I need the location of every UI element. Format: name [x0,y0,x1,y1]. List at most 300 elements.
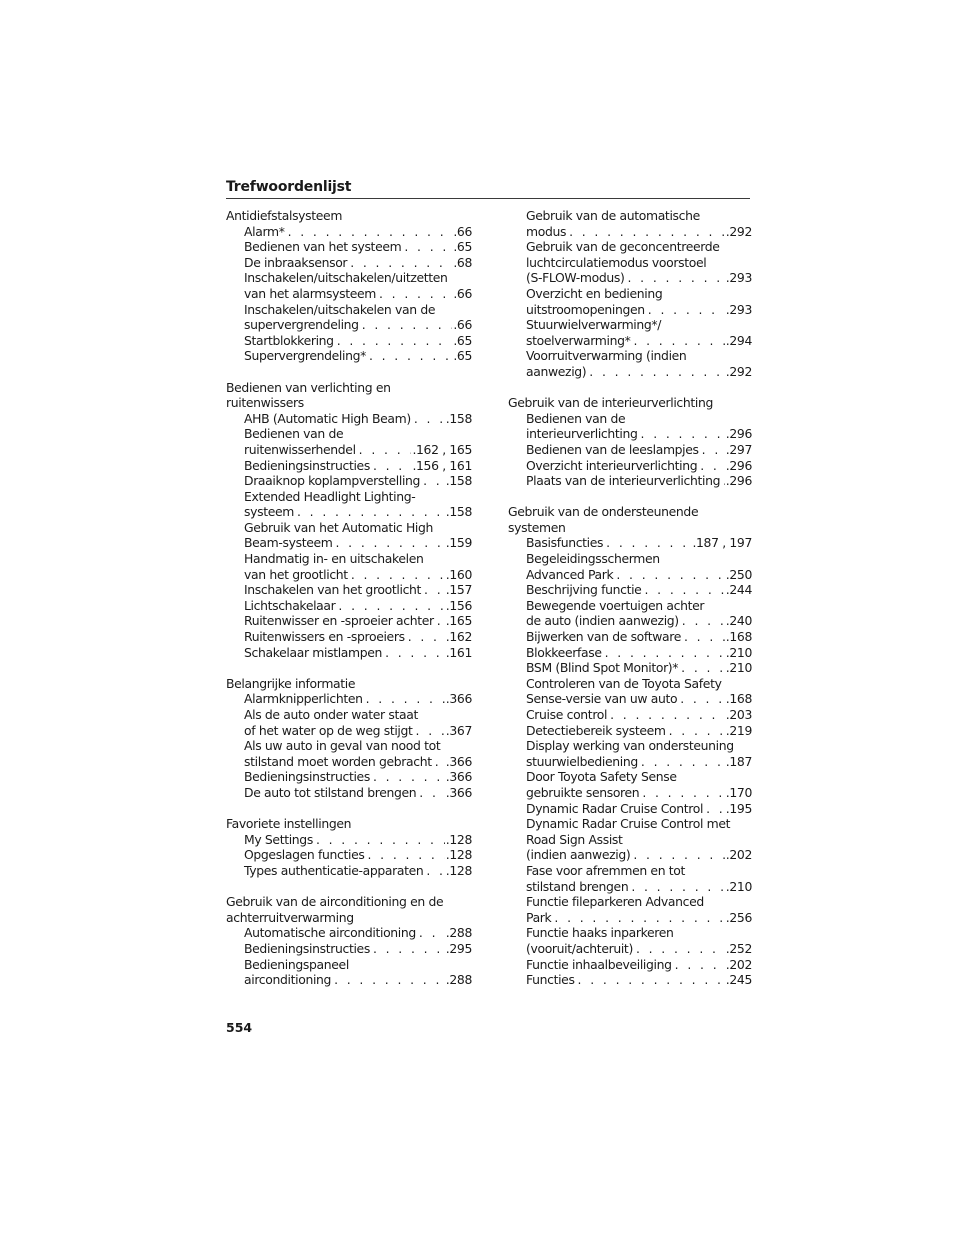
page-reference: .170 [725,784,752,800]
index-section [226,816,472,878]
index-entry [508,582,752,598]
dot-leader [703,801,725,817]
entry-label: Alarm* [244,223,285,239]
entry-label: BSM (Blind Spot Monitor)* [526,660,679,676]
entry-row [526,582,752,598]
entry-label: aanwezig) [526,363,587,379]
dot-leader [645,302,725,318]
page-reference: .296 [725,457,752,473]
index-entry [226,738,472,769]
index-entry [508,723,752,739]
entry-label: Stuurwielverwarming*/ [526,317,662,333]
entry-label: of het water op de weg stijgt [244,722,413,738]
dot-leader [365,847,445,863]
entry-row [244,473,472,489]
dot-leader [370,458,412,474]
dot-leader [370,941,445,957]
index-entry [226,925,472,941]
index-entry [508,925,752,956]
entry-label: systeem [244,504,294,520]
page-reference: .293 [725,270,752,286]
entry-row [244,941,472,957]
entry-row [244,598,472,614]
entry-label: Draaiknop koplampverstelling [244,473,421,489]
entry-label: My Settings [244,831,313,847]
entry-row [526,567,752,583]
index-entry [508,676,752,707]
index-entry [508,458,752,474]
section-heading: Gebruik van de airconditioning en de [226,894,444,910]
entry-row [526,707,752,723]
entry-row [244,723,472,739]
entry-label: Bedienen van de [526,410,626,426]
dot-leader [416,785,445,801]
entry-label: Types authenticatie-apparaten [244,862,424,878]
entry-row [526,645,752,661]
page-reference: .157 [445,582,472,598]
entry-row [244,863,472,879]
index-entry [226,270,472,301]
page-reference: .256 [725,909,752,925]
entry-label: Sense-versie van uw auto [526,691,678,707]
entry-label: Door Toyota Safety Sense [526,769,677,785]
entry-row [244,691,472,707]
dot-leader [630,333,724,349]
entry-label: Begeleidingsschermen [526,551,660,567]
page-reference: .128 [445,847,472,863]
entry-label: Inschakelen van het grootlicht [244,582,422,598]
index-entry [508,473,752,489]
entry-row [244,458,472,474]
index-section [226,676,472,801]
entry-label: (vooruit/achteruit) [526,940,633,956]
page-reference: .296 [725,473,752,489]
entry-row [244,504,472,520]
page-reference: .65 [453,239,472,255]
index-entry [226,707,472,738]
entry-label: Functie fileparkeren Advanced [526,894,704,910]
page-reference: .210 [725,660,752,676]
entry-label: Bedienen van het systeem [244,239,402,255]
entry-label: Display werking van ondersteuning [526,738,734,754]
index-entry [226,941,472,957]
entry-label: Handmatig in- en uitschakelen [244,551,424,567]
index-entry [508,894,752,925]
entry-row [244,832,472,848]
entry-label: Detectiebereik systeem [526,722,666,738]
entry-row [244,785,472,801]
dot-leader [285,224,453,240]
entry-label: Overzicht en bediening [526,285,663,301]
dot-leader [421,582,445,598]
index-entry [508,239,752,286]
entry-label: stuurwielbediening [526,753,638,769]
dot-leader [677,691,725,707]
entry-label: Alarmknipperlichten [244,691,363,707]
dot-leader [633,941,725,957]
page-reference: .366 [445,769,472,785]
index-entry [226,489,472,520]
index-entry [226,613,472,629]
entry-label: Functies [526,972,575,988]
index-entry [226,847,472,863]
index-entry [226,255,472,271]
index-entry [226,458,472,474]
entry-label: Bedienen van de [244,426,344,442]
page-reference: .250 [725,566,752,582]
entry-label: Blokkeerfase [526,644,602,660]
entry-label: Gebruik van de automatische [526,208,700,223]
page-reference: .128 [445,862,472,878]
entry-row [526,691,752,707]
dot-leader [359,317,453,333]
entry-row [526,957,752,973]
page-reference: .245 [725,972,752,988]
entry-label: Plaats van de interieurverlichting [526,473,721,489]
entry-label: Park [526,909,552,925]
entry-row [244,255,472,271]
index-entry [226,473,472,489]
dot-leader [602,645,725,661]
entry-label: De inbraaksensor [244,254,348,270]
dot-leader [423,863,444,879]
entry-label: Als uw auto in geval van nood tot [244,738,441,754]
entry-row [526,473,752,489]
dot-leader [607,707,725,723]
entry-label: AHB (Automatic High Beam) [244,410,411,426]
page-reference: .292 [725,223,752,239]
index-entry [226,411,472,427]
index-entry [226,302,472,333]
entry-row [244,769,472,785]
page-reference: .202 [725,847,752,863]
dot-leader [313,832,445,848]
entry-label: stilstand moet worden gebracht [244,753,432,769]
index-entry [508,551,752,582]
entry-label: Inschakelen/uitschakelen van de [244,301,436,317]
dot-leader [603,535,691,551]
dot-leader [348,567,445,583]
page-reference: .288 [445,925,472,941]
page-reference: .165 [445,613,472,629]
entry-row [526,629,752,645]
index-entry [226,348,472,364]
index-entry [508,208,752,239]
dot-leader [628,879,724,895]
entry-label: stoelverwarming* [526,332,631,348]
page-reference: .68 [453,254,472,270]
dot-leader [639,785,724,801]
entry-row [526,458,752,474]
dot-leader [641,582,724,598]
index-section [226,380,472,661]
dot-leader [551,910,724,926]
page-reference: .159 [445,535,472,551]
section-heading: Gebruik van de ondersteunende [508,504,699,520]
entry-row [244,925,472,941]
index-entry [226,224,472,240]
entry-label: modus [526,223,567,239]
index-entry [226,582,472,598]
dot-leader [401,239,452,255]
entry-label: Voorruitverwarming (indien [526,348,687,364]
page-reference: .293 [725,301,752,317]
entry-row [526,224,752,240]
dot-leader [666,723,725,739]
entry-label: (S-FLOW-modus) [526,270,625,286]
section-heading: ruitenwissers [226,395,304,411]
entry-row [526,302,752,318]
entry-label: Road Sign Assist [526,831,623,847]
page-reference: .162 [445,629,472,645]
index-entry [508,660,752,676]
index-entry [226,333,472,349]
page-reference: .244 [725,582,752,598]
index-entry [508,645,752,661]
entry-label: Extended Headlight Lighting- [244,488,416,504]
entry-row [244,348,472,364]
dot-leader [432,754,445,770]
index-entry [508,972,752,988]
dot-leader [411,411,445,427]
entry-label: Gebruik van de geconcentreerde [526,239,720,255]
entry-row [244,317,472,333]
page-number: 554 [226,1020,253,1035]
section-heading: Bedienen van verlichting en [226,379,391,395]
dot-leader [681,629,725,645]
dot-leader [420,473,445,489]
dot-leader [613,567,724,583]
entry-row [526,723,752,739]
page-reference: .156 [445,597,472,613]
page-reference: .65 [453,348,472,364]
entry-label: Automatische airconditioning [244,925,416,941]
entry-row [526,613,752,629]
index-entry [226,520,472,551]
entry-row [526,442,752,458]
dot-leader [363,691,445,707]
entry-label: Bedieningspaneel [244,956,349,972]
section-heading: Antidiefstalsysteem [226,208,343,223]
dot-leader [630,847,724,863]
entry-row [244,629,472,645]
entry-label: ruitenwisserhendel [244,441,356,457]
entry-label: Bijwerken van de software [526,629,681,645]
index-entry [226,863,472,879]
entry-label: Advanced Park [526,566,614,582]
dot-leader [294,504,445,520]
entry-row [244,286,472,302]
index-section [226,894,472,988]
entry-row [244,582,472,598]
entry-label: Dynamic Radar Cruise Control met [526,816,731,832]
entry-row [526,801,752,817]
section-heading: systemen [508,519,566,535]
entry-label: Bedieningsinstructies [244,940,370,956]
dot-leader [335,598,444,614]
index-entry [226,629,472,645]
page-reference: .128 [445,831,472,847]
dot-leader [697,458,725,474]
dot-leader [638,754,725,770]
section-heading: achterruitverwarming [226,909,354,925]
page-reference: .168 [725,629,752,645]
entry-label: Lichtschakelaar [244,597,336,613]
page-reference: .252 [725,940,752,956]
index-section [508,504,752,987]
index-entry [508,801,752,817]
entry-label: Ruitenwissers en -sproeiers [244,629,405,645]
entry-row [526,364,752,380]
index-entry [226,239,472,255]
entry-label: Basisfuncties [526,535,604,551]
index-section [226,208,472,364]
entry-label: Gebruik van het Automatic High [244,519,434,535]
page-reference: .288 [445,972,472,988]
index-entry [226,957,472,988]
index-section [508,208,752,380]
index-entry [508,317,752,348]
entry-label: Controleren van de Toyota Safety [526,675,722,691]
index-entry [226,551,472,582]
dot-leader [334,333,453,349]
entry-row [526,535,752,551]
entry-row [244,613,472,629]
entry-label: Functie haaks inparkeren [526,925,674,941]
page-reference: .366 [445,753,472,769]
page-reference: .366 [445,691,472,707]
entry-label: Als de auto onder water staat [244,707,418,722]
entry-row [244,972,472,988]
entry-label: Functie inhaalbeveiliging [526,956,672,972]
entry-row [526,270,752,286]
dot-leader [405,629,445,645]
entry-label: Bedieningsinstructies [244,457,370,473]
index-entry [508,816,752,863]
dot-leader [376,286,452,302]
entry-label: Startblokkering [244,332,334,348]
entry-label: luchtcirculatiemodus voorstoel [526,254,707,270]
page-reference: .168 [725,691,752,707]
page-title: Trefwoordenlijst [226,179,352,195]
index-entry [226,785,472,801]
entry-row [244,333,472,349]
entry-label: uitstroomopeningen [526,301,645,317]
page-reference: .187 [725,753,752,769]
page-reference: .210 [725,644,752,660]
index-entry [226,691,472,707]
index-section [508,395,752,489]
dot-leader [370,769,445,785]
entry-row [244,535,472,551]
dot-leader [566,224,725,240]
page-reference: .297 [725,441,752,457]
page-reference: .187 , 197 [692,535,752,551]
dot-leader [678,660,725,676]
dot-leader [434,613,445,629]
entry-row [526,426,752,442]
dot-leader [347,255,452,271]
entry-row [526,972,752,988]
entry-label: Bedienen van de leeslampjes [526,441,699,457]
page-reference: .156 , 161 [412,457,472,473]
dot-leader [586,364,725,380]
entry-label: Beam-systeem [244,535,333,551]
index-entry [226,832,472,848]
entry-row [244,411,472,427]
index-entry [508,598,752,629]
index-entry [508,411,752,442]
page-header [226,179,750,199]
entry-row [244,645,472,661]
dot-leader [672,957,725,973]
index-entry [508,738,752,769]
index-entry [226,426,472,457]
dot-leader [575,972,725,988]
entry-row [526,333,752,349]
entry-row [526,941,752,957]
entry-label: gebruikte sensoren [526,784,640,800]
entry-label: Opgeslagen functies [244,847,365,863]
index-entry [508,629,752,645]
entry-label: van het grootlicht [244,566,348,582]
entry-row [244,567,472,583]
entry-label: Bedieningsinstructies [244,769,370,785]
entry-label: Dynamic Radar Cruise Control [526,800,704,816]
dot-leader [638,426,725,442]
index-entry [226,769,472,785]
entry-label: Overzicht interieurverlichting [526,457,698,473]
index-entry [508,535,752,551]
page-reference: .366 [445,784,472,800]
entry-row [244,754,472,770]
page-reference: .202 [725,956,752,972]
section-heading: Belangrijke informatie [226,675,356,691]
page-reference: .195 [725,800,752,816]
entry-row [526,754,752,770]
entry-label: de auto (indien aanwezig) [526,613,679,629]
page-reference: .162 , 165 [412,441,472,457]
entry-row [244,224,472,240]
section-heading: Favoriete instellingen [226,816,352,832]
index-entry [226,645,472,661]
dot-leader [416,925,445,941]
entry-label: Ruitenwisser en -sproeier achter [244,613,434,629]
entry-row [526,847,752,863]
index-entry [508,707,752,723]
page-reference: .367 [445,722,472,738]
page-reference: .210 [725,878,752,894]
entry-label: Inschakelen/uitschakelen/uitzetten [244,270,448,286]
dot-leader [625,270,725,286]
dot-leader [382,645,445,661]
entry-label: van het alarmsysteem [244,285,376,301]
page-reference: .65 [453,332,472,348]
page-reference: .296 [725,426,752,442]
page-reference: .292 [725,363,752,379]
entry-label: airconditioning [244,972,332,988]
entry-row [244,442,472,458]
entry-row [526,910,752,926]
page-reference: .161 [445,644,472,660]
entry-label: Beschrijving functie [526,582,642,598]
page-reference: .294 [725,332,752,348]
page-reference: .203 [725,707,752,722]
page-reference: .295 [445,940,472,956]
entry-row [244,847,472,863]
entry-label: interieurverlichting [526,426,638,442]
entry-label: stilstand brengen [526,878,629,894]
